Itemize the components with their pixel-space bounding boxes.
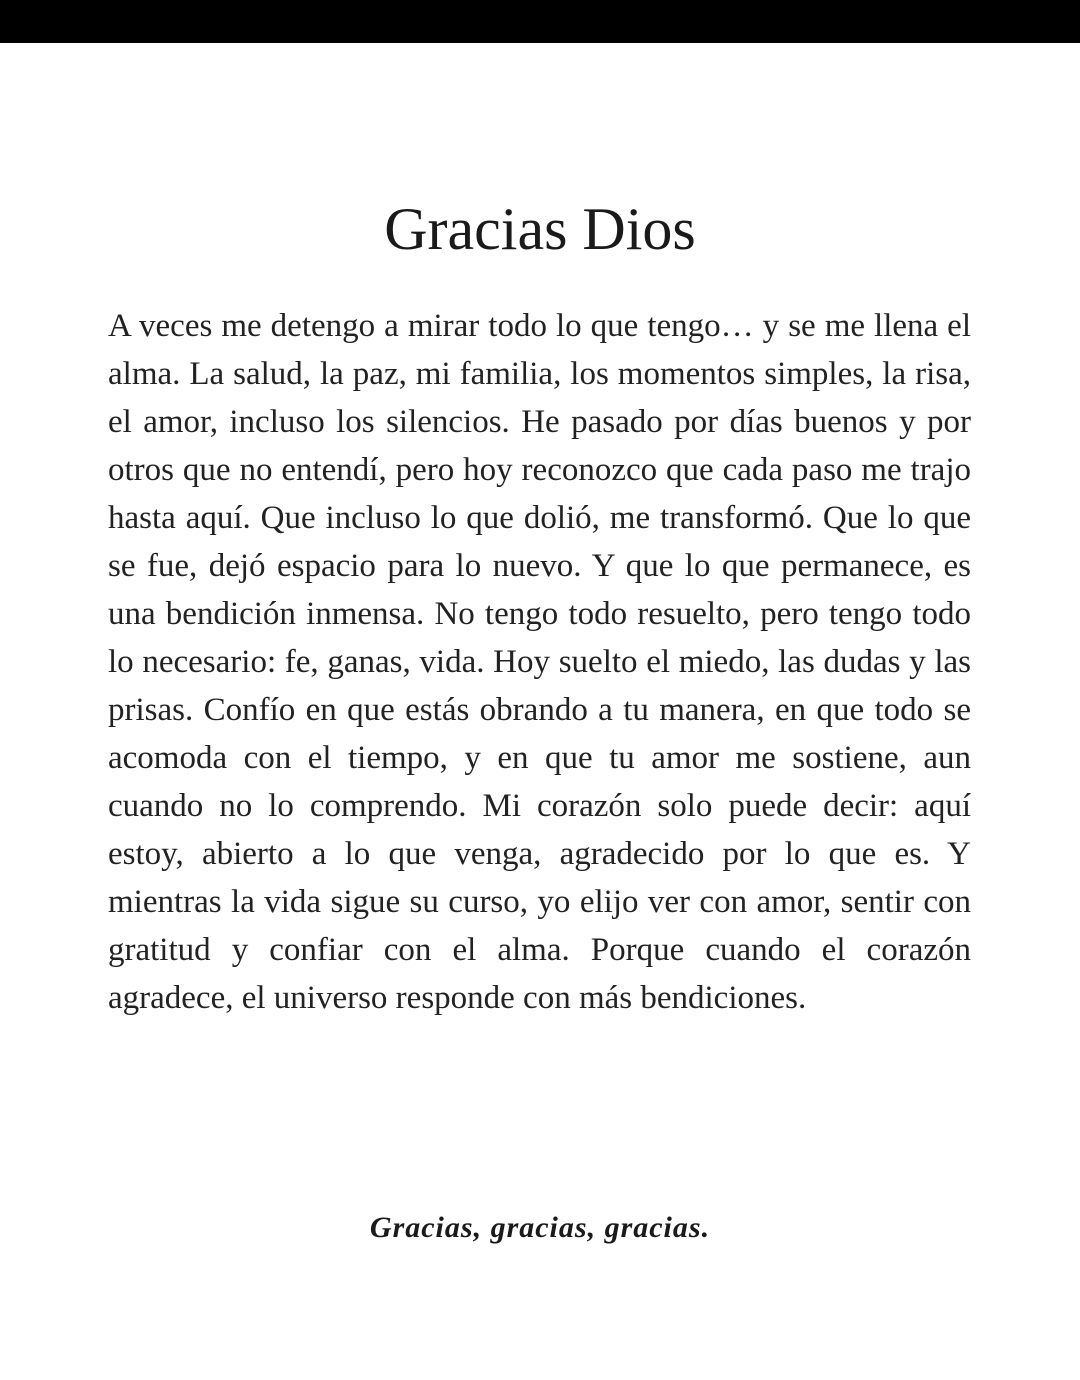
document-page [0,43,1080,1380]
closing-line: Gracias, gracias, gracias. [369,1211,711,1244]
page-title: Gracias Dios [384,196,696,262]
body-paragraph: A veces me detengo a mirar todo lo que tengo… y se me llena el alma. La salud, la paz, mi familia, los momentos simples, la risa, el amor, incluso los silencios. He pasado por días buenos y por otros que no entendí, pero hoy reconozco que cada paso me trajo hasta aquí. Que incluso lo que dolió, me transformó. Que lo que se fue, dejó espacio para lo nuevo. Y que lo que permanece, es una bendición inmensa. No tengo todo resuelto, pero tengo todo lo necesario: fe, ganas, vida. Hoy suelto el miedo, las dudas y las prisas. Confío en que estás obrando a tu manera, en que todo se acomoda con el tiempo, y en que tu amor me sostiene, aun cuando no lo comprendo. Mi corazón solo puede decir: aquí estoy, abierto a lo que venga, agradecido por lo que es. Y mientras la vida sigue su curso, yo elijo ver con amor, sentir con gratitud y confiar con el alma. Porque cuando el corazón agradece, el universo responde con más bendiciones. [108,308,971,1016]
top-status-bar [0,0,1080,43]
